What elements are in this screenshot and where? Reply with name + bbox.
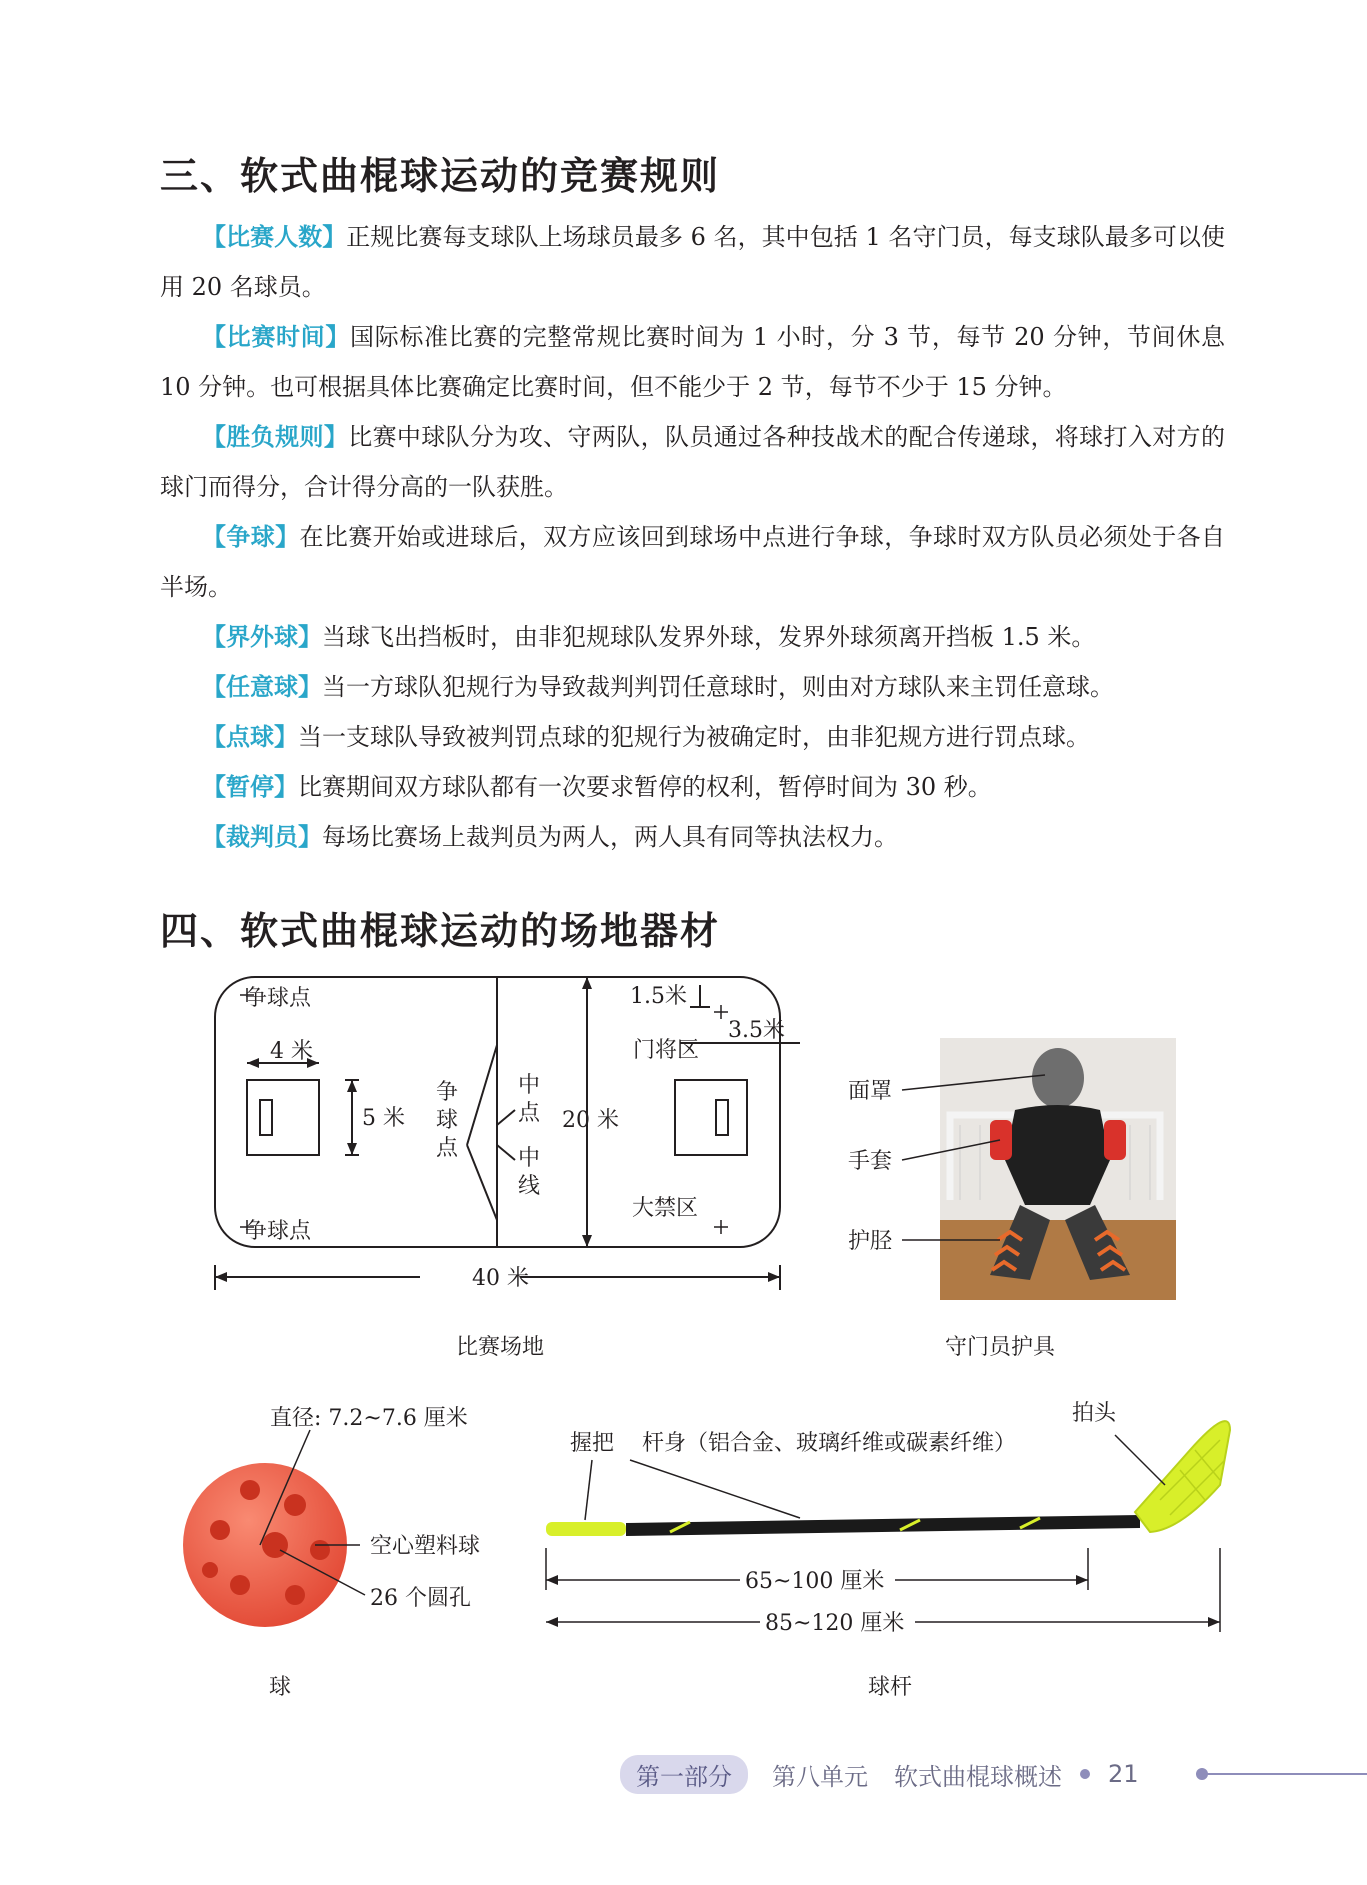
rule-tag: 【争球】 (202, 523, 300, 551)
rule-tag: 【比赛人数】 (202, 223, 347, 251)
rule-text: 当一支球队导致被判罚点球的犯规行为被确定时，由非犯规方进行罚点球。 (298, 723, 1090, 751)
rule-item (160, 662, 1225, 712)
goalkeeper-figure (840, 1030, 1180, 1300)
ball-diameter-label: 直径: 7.2~7.6 厘米 (270, 1406, 468, 1431)
length-20m-label: 20 米 (562, 1108, 619, 1133)
right-goal-area (675, 1080, 747, 1155)
center-line-2: 线 (518, 1174, 541, 1199)
rule-item (160, 812, 1225, 862)
footer-dot-icon (1080, 1769, 1090, 1779)
rule-item (160, 512, 1225, 612)
rule-text: 每场比赛场上裁判员为两人，两人具有同等执法权力。 (322, 823, 898, 851)
ball-holes-label: 26 个圆孔 (370, 1586, 471, 1611)
page-footer (620, 1756, 1139, 1792)
rule-tag: 【界外球】 (202, 623, 322, 651)
faceoff-v-2: 球 (436, 1108, 459, 1133)
ball-caption: 球 (268, 1675, 291, 1700)
field-caption: 比赛场地 (455, 1335, 544, 1360)
rule-text: 国际标准比赛的完整常规比赛时间为 1 小时，分 3 节，每节 20 分钟，节间休息 10 分钟。也可根据具体比赛确定比赛时间，但不能少于 2 节，每节不少于 15 分钟。 (160, 323, 1226, 401)
rules-list (160, 212, 1225, 862)
goal-area-label: 门将区 (633, 1038, 700, 1063)
page-number: 21 (1108, 1760, 1139, 1788)
right-goal (716, 1100, 728, 1135)
center-line-1: 中 (518, 1146, 541, 1171)
rule-tag: 【胜负规则】 (202, 423, 349, 451)
stick-grip (546, 1522, 626, 1536)
section-3-title: 三、软式曲棍球运动的竞赛规则 (160, 154, 721, 198)
gloves-label: 手套 (848, 1149, 893, 1174)
rule-text: 当球飞出挡板时，由非犯规球队发界外球，发界外球须离开挡板 1.5 米。 (322, 623, 1096, 651)
rule-text: 比赛期间双方球队都有一次要求暂停的权利，暂停时间为 30 秒。 (298, 773, 992, 801)
length-40m-label: 40 米 (472, 1266, 529, 1291)
rule-item (160, 212, 1225, 312)
center-point-2: 点 (518, 1101, 541, 1126)
grip-label: 握把 (570, 1431, 615, 1456)
width-4m-label: 4 米 (270, 1039, 313, 1064)
ball-figure (150, 1395, 530, 1635)
center-point-1: 中 (518, 1073, 541, 1098)
rule-tag: 【任意球】 (202, 673, 322, 701)
field-diagram (200, 965, 800, 1325)
mask-label: 面罩 (848, 1079, 893, 1104)
footer-title: 软式曲棍球概述 (894, 1762, 1062, 1791)
stick-shaft (626, 1515, 1140, 1536)
stick-caption: 球杆 (867, 1675, 912, 1700)
faceoff-top-label: 争球点 (245, 986, 312, 1011)
footer-unit: 第八单元 (772, 1762, 868, 1791)
height-5m-label: 5 米 (362, 1106, 405, 1131)
rule-tag: 【暂停】 (202, 773, 298, 801)
left-goal-area (247, 1080, 319, 1155)
blade-label: 拍头 (1072, 1401, 1117, 1426)
rule-text: 正规比赛每支球队上场球员最多 6 名，其中包括 1 名守门员，每支球队最多可以使用 20 名球员。 (160, 223, 1226, 301)
rule-item (160, 762, 1225, 812)
ball-material-label: 空心塑料球 (370, 1534, 481, 1559)
left-goal (260, 1100, 272, 1135)
rule-tag: 【裁判员】 (202, 823, 322, 851)
faceoff-v-1: 争 (436, 1080, 459, 1105)
shaft-label: 杆身（铝合金、玻璃纤维或碳素纤维） (642, 1431, 1017, 1456)
rule-tag: 【比赛时间】 (202, 323, 351, 351)
rule-item (160, 412, 1225, 512)
stick-figure (540, 1390, 1240, 1640)
section-4-title: 四、软式曲棍球运动的场地器材 (160, 909, 721, 953)
rule-text: 比赛中球队分为攻、守两队，队员通过各种技战术的配合传递球，将球打入对方的球门而得分，合计得分高的一队获胜。 (160, 423, 1226, 501)
rule-item (160, 312, 1225, 412)
rule-text: 在比赛开始或进球后，双方应该回到球场中点进行争球，争球时双方队员必须处于各自半场。 (160, 523, 1226, 601)
dist-1-5m-label: 1.5米 (630, 984, 687, 1009)
goalkeeper-caption: 守门员护具 (944, 1335, 1055, 1360)
right-glove-icon (1104, 1120, 1126, 1160)
rule-text: 当一方球队犯规行为导致裁判判罚任意球时，则由对方球队来主罚任意球。 (322, 673, 1114, 701)
faceoff-v-3: 点 (436, 1136, 459, 1161)
penalty-area-label: 大禁区 (632, 1196, 699, 1221)
page-line (1204, 1773, 1367, 1775)
rule-tag: 【点球】 (202, 723, 298, 751)
left-glove-icon (990, 1120, 1012, 1160)
rule-item (160, 712, 1225, 762)
faceoff-bottom-label: 争球点 (245, 1219, 312, 1244)
shin-guard-label: 护胫 (848, 1229, 893, 1254)
total-length-label: 85~120 厘米 (765, 1611, 905, 1636)
shaft-length-label: 65~100 厘米 (745, 1569, 885, 1594)
dist-3-5m-label: 3.5米 (728, 1018, 785, 1043)
rule-item (160, 612, 1225, 662)
footer-part: 第一部分 (620, 1755, 748, 1794)
